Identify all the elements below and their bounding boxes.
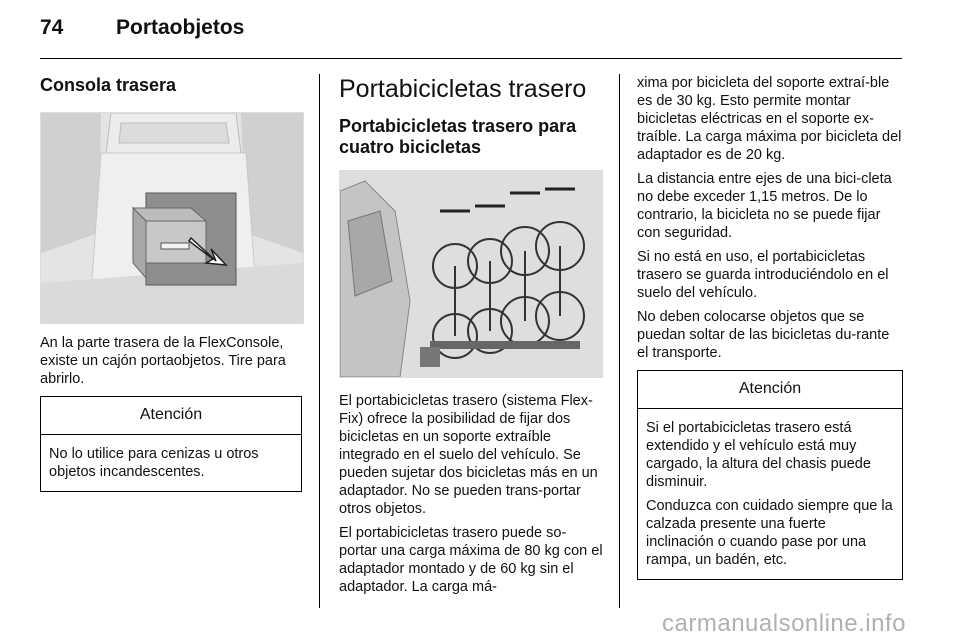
notice-title: Atención xyxy=(638,371,902,409)
header-rule xyxy=(40,58,902,59)
paragraph-storage: Si no está en uso, el portabicicletas trasero se guarda introduciéndolo en el suelo del vehículo. xyxy=(637,249,889,301)
paragraph-flex-fix: El portabicicletas trasero (sistema Flex-Fix) ofrece la posibilidad de fijar dos bicicletas en un soporte extraíble integrado en el suelo del vehículo. Se pueden sujetar dos bicicletas más en un adaptador. No se pueden trans-portar otros objetos. xyxy=(339,393,598,517)
chapter-title-bike-carrier: Portabicicletas trasero xyxy=(339,75,587,103)
bike-carrier-illustration xyxy=(339,170,603,378)
notice-box-rear-console xyxy=(40,396,302,492)
column-divider-right xyxy=(619,74,620,608)
rear-console-illustration xyxy=(40,112,304,324)
column-left xyxy=(40,74,302,492)
column-divider-left xyxy=(319,74,320,608)
notice-title: Atención xyxy=(41,397,301,435)
paragraph-load-per-bike: xima por bicicleta del soporte extraí-ble es de 30 kg. Esto permite montar bicicletas eléctricas en el soporte ex-traíble. La carga máxima por bicicleta del adaptador es de 20 kg. xyxy=(637,75,902,163)
notice-box-bike-carrier xyxy=(637,370,903,580)
notice-text-chassis: Si el portabicicletas trasero está extendido y el vehículo está muy cargado, la altura del chasis puede disminuir. xyxy=(646,420,871,490)
page-title: Portaobjetos xyxy=(116,16,245,39)
paragraph-loose-objects: No deben colocarse objetos que se puedan soltar de las bicicletas du-rante el transporte. xyxy=(637,309,890,361)
paragraph-max-load: El portabicicletas trasero puede so-portar una carga máxima de 80 kg con el adaptador montado y de 60 kg sin el adaptador. La carga má- xyxy=(339,525,603,595)
page-number: 74 xyxy=(40,16,64,39)
column-middle xyxy=(339,74,603,602)
section-title-rear-console: Consola trasera xyxy=(40,75,177,95)
paragraph-wheelbase: La distancia entre ejes de una bici-cleta no debe exceder 1,15 metros. De lo contrario, la bicicleta no se puede fijar con seguridad. xyxy=(637,171,892,241)
sub-title-four-bikes: Portabicicletas trasero para cuatro bicicletas xyxy=(339,116,577,157)
page-header xyxy=(40,16,920,50)
paragraph-rear-console: An la parte trasera de la FlexConsole, existe un cajón portaobjetos. Tire para abrirlo. xyxy=(40,335,286,387)
column-right xyxy=(637,74,903,580)
watermark: carmanualsonline.info xyxy=(662,610,906,637)
notice-text: No lo utilice para cenizas u otros objetos incandescentes. xyxy=(49,446,259,480)
notice-text-driving: Conduzca con cuidado siempre que la calzada presente una fuerte inclinación o cuando pase por una rampa, un badén, etc. xyxy=(646,498,893,568)
